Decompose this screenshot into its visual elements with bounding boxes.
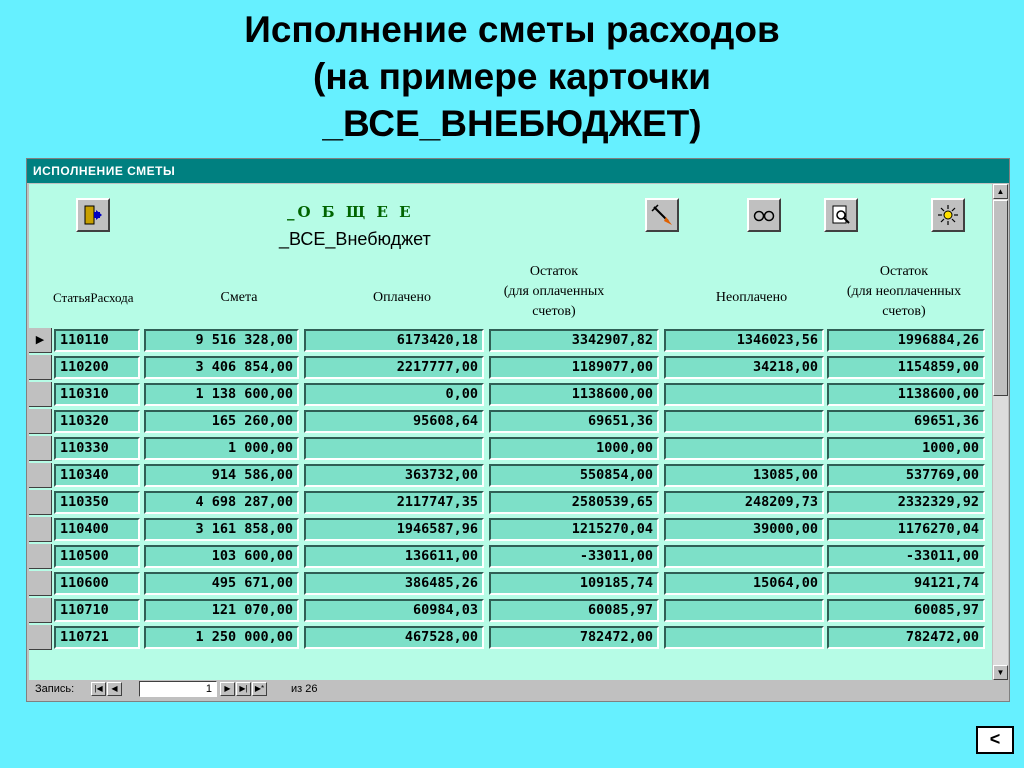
unpaid-cell[interactable] bbox=[664, 599, 824, 622]
remainder-unpaid-cell[interactable]: 1138600,00 bbox=[827, 383, 985, 406]
form-window bbox=[26, 158, 1010, 702]
estimate-cell[interactable]: 1 000,00 bbox=[144, 437, 299, 460]
paid-cell[interactable]: 6173420,18 bbox=[304, 329, 484, 352]
row-selector[interactable] bbox=[29, 625, 52, 650]
remainder-unpaid-cell[interactable]: 1154859,00 bbox=[827, 356, 985, 379]
row-selector[interactable] bbox=[29, 355, 52, 380]
remainder-paid-cell[interactable]: 3342907,82 bbox=[489, 329, 659, 352]
record-label: Запись: bbox=[35, 683, 75, 695]
paid-cell[interactable]: 0,00 bbox=[304, 383, 484, 406]
estimate-cell[interactable]: 9 516 328,00 bbox=[144, 329, 299, 352]
paid-cell[interactable]: 60984,03 bbox=[304, 599, 484, 622]
article-cell[interactable]: 110500 bbox=[54, 545, 140, 568]
glasses-icon bbox=[752, 207, 776, 223]
unpaid-cell[interactable] bbox=[664, 410, 824, 433]
estimate-cell[interactable]: 3 161 858,00 bbox=[144, 518, 299, 541]
estimate-cell[interactable]: 1 138 600,00 bbox=[144, 383, 299, 406]
edit-button[interactable] bbox=[645, 198, 679, 232]
pen-icon bbox=[650, 203, 674, 227]
table-row[interactable] bbox=[29, 463, 992, 488]
table-row[interactable] bbox=[29, 382, 992, 407]
estimate-cell[interactable]: 121 070,00 bbox=[144, 599, 299, 622]
unpaid-cell[interactable] bbox=[664, 545, 824, 568]
scroll-thumb[interactable] bbox=[993, 200, 1008, 396]
column-header-remainder-paid: Остаток (для оплаченных счетов) bbox=[503, 264, 605, 319]
view-button[interactable] bbox=[747, 198, 781, 232]
column-header-article: СтатьяРасхода bbox=[53, 290, 134, 305]
exit-door-icon bbox=[82, 204, 104, 226]
estimate-cell[interactable]: 914 586,00 bbox=[144, 464, 299, 487]
estimate-cell[interactable]: 1 250 000,00 bbox=[144, 626, 299, 649]
slide-title bbox=[0, 6, 1024, 147]
paid-cell[interactable]: 95608,64 bbox=[304, 410, 484, 433]
scroll-down-icon[interactable]: ▼ bbox=[993, 665, 1008, 680]
vertical-scrollbar[interactable] bbox=[993, 184, 1008, 680]
remainder-paid-cell[interactable]: 69651,36 bbox=[489, 410, 659, 433]
remainder-paid-cell[interactable]: 1000,00 bbox=[489, 437, 659, 460]
table-row[interactable] bbox=[29, 517, 992, 542]
estimate-cell[interactable]: 495 671,00 bbox=[144, 572, 299, 595]
print-preview-button[interactable] bbox=[824, 198, 858, 232]
unpaid-cell[interactable] bbox=[664, 383, 824, 406]
exit-button[interactable] bbox=[76, 198, 110, 232]
row-selector[interactable] bbox=[29, 382, 52, 407]
remainder-unpaid-cell[interactable]: -33011,00 bbox=[827, 545, 985, 568]
unpaid-cell[interactable]: 34218,00 bbox=[664, 356, 824, 379]
remainder-paid-cell[interactable]: 1138600,00 bbox=[489, 383, 659, 406]
row-selector[interactable] bbox=[29, 490, 52, 515]
card-name: _ВСЕ_Внебюджет bbox=[279, 229, 431, 249]
estimate-cell[interactable]: 4 698 287,00 bbox=[144, 491, 299, 514]
prev-record-icon[interactable]: ◀ bbox=[107, 682, 122, 696]
window-title: ИСПОЛНЕНИЕ СМЕТЫ bbox=[27, 159, 1009, 183]
table-row[interactable] bbox=[29, 544, 992, 569]
record-number-input[interactable]: 1 bbox=[139, 681, 217, 697]
row-selector[interactable] bbox=[29, 544, 52, 569]
unpaid-cell[interactable]: 248209,73 bbox=[664, 491, 824, 514]
row-selector[interactable] bbox=[29, 463, 52, 488]
paid-cell[interactable] bbox=[304, 437, 484, 460]
table-row[interactable] bbox=[29, 598, 992, 623]
paid-cell[interactable]: 363732,00 bbox=[304, 464, 484, 487]
remainder-paid-cell[interactable]: 109185,74 bbox=[489, 572, 659, 595]
article-cell[interactable]: 110721 bbox=[54, 626, 140, 649]
scroll-up-icon[interactable]: ▲ bbox=[993, 184, 1008, 199]
remainder-paid-cell[interactable]: 1189077,00 bbox=[489, 356, 659, 379]
group-header: _О Б Щ Е Е bbox=[287, 203, 414, 221]
remainder-unpaid-cell[interactable]: 1996884,26 bbox=[827, 329, 985, 352]
paid-cell[interactable]: 136611,00 bbox=[304, 545, 484, 568]
paid-cell[interactable]: 2217777,00 bbox=[304, 356, 484, 379]
unpaid-cell[interactable] bbox=[664, 626, 824, 649]
remainder-unpaid-cell[interactable]: 1000,00 bbox=[827, 437, 985, 460]
article-cell[interactable]: 110400 bbox=[54, 518, 140, 541]
article-cell[interactable]: 110330 bbox=[54, 437, 140, 460]
build-button[interactable] bbox=[931, 198, 965, 232]
unpaid-cell[interactable]: 1346023,56 bbox=[664, 329, 824, 352]
estimate-cell[interactable]: 165 260,00 bbox=[144, 410, 299, 433]
unpaid-cell[interactable]: 39000,00 bbox=[664, 518, 824, 541]
table-row[interactable] bbox=[29, 409, 992, 434]
table-row[interactable] bbox=[29, 355, 992, 380]
estimate-cell[interactable]: 3 406 854,00 bbox=[144, 356, 299, 379]
estimate-cell[interactable]: 103 600,00 bbox=[144, 545, 299, 568]
record-navigator bbox=[29, 680, 992, 699]
row-selector[interactable]: ▶ bbox=[29, 328, 52, 353]
row-selector[interactable] bbox=[29, 436, 52, 461]
slide-title-line: (на примере карточки bbox=[313, 56, 711, 97]
article-cell[interactable]: 110710 bbox=[54, 599, 140, 622]
column-header-estimate: Смета bbox=[220, 290, 258, 305]
remainder-unpaid-cell[interactable]: 60085,97 bbox=[827, 599, 985, 622]
paid-cell[interactable]: 2117747,35 bbox=[304, 491, 484, 514]
row-selector[interactable] bbox=[29, 571, 52, 596]
row-selector[interactable] bbox=[29, 598, 52, 623]
row-selector[interactable] bbox=[29, 409, 52, 434]
new-record-icon[interactable]: ▶* bbox=[252, 682, 267, 696]
article-cell[interactable]: 110350 bbox=[54, 491, 140, 514]
article-cell[interactable]: 110320 bbox=[54, 410, 140, 433]
remainder-paid-cell[interactable]: 2580539,65 bbox=[489, 491, 659, 514]
last-record-icon[interactable]: ▶| bbox=[236, 682, 251, 696]
remainder-paid-cell[interactable]: 782472,00 bbox=[489, 626, 659, 649]
record-count: из 26 bbox=[291, 683, 318, 695]
column-header-remainder-unpaid: Остаток (для неоплаченных счетов) bbox=[846, 264, 962, 319]
slide-title-line: _ВСЕ_ВНЕБЮДЖЕТ) bbox=[322, 103, 702, 144]
column-header-paid: Оплачено bbox=[373, 290, 431, 305]
sun-icon bbox=[937, 204, 959, 226]
paid-cell[interactable]: 467528,00 bbox=[304, 626, 484, 649]
first-record-icon[interactable]: |◀ bbox=[91, 682, 106, 696]
remainder-unpaid-cell[interactable]: 1176270,04 bbox=[827, 518, 985, 541]
remainder-unpaid-cell[interactable]: 782472,00 bbox=[827, 626, 985, 649]
paid-cell[interactable]: 1946587,96 bbox=[304, 518, 484, 541]
column-header-unpaid: Неоплачено bbox=[715, 290, 788, 305]
next-record-icon[interactable]: ▶ bbox=[220, 682, 235, 696]
form-body bbox=[29, 184, 992, 680]
remainder-unpaid-cell[interactable]: 69651,36 bbox=[827, 410, 985, 433]
table-row[interactable] bbox=[29, 625, 992, 650]
remainder-unpaid-cell[interactable]: 94121,74 bbox=[827, 572, 985, 595]
remainder-paid-cell[interactable]: 1215270,04 bbox=[489, 518, 659, 541]
unpaid-cell[interactable]: 15064,00 bbox=[664, 572, 824, 595]
article-cell[interactable]: 110310 bbox=[54, 383, 140, 406]
remainder-unpaid-cell[interactable]: 537769,00 bbox=[827, 464, 985, 487]
table-row[interactable] bbox=[29, 328, 992, 353]
back-button[interactable]: < bbox=[976, 726, 1014, 754]
table-row[interactable] bbox=[29, 571, 992, 596]
unpaid-cell[interactable] bbox=[664, 437, 824, 460]
remainder-paid-cell[interactable]: 550854,00 bbox=[489, 464, 659, 487]
row-selector[interactable] bbox=[29, 517, 52, 542]
remainder-unpaid-cell[interactable]: 2332329,92 bbox=[827, 491, 985, 514]
remainder-paid-cell[interactable]: -33011,00 bbox=[489, 545, 659, 568]
article-cell[interactable]: 110600 bbox=[54, 572, 140, 595]
article-cell[interactable]: 110340 bbox=[54, 464, 140, 487]
print-preview-icon bbox=[830, 204, 852, 226]
unpaid-cell[interactable]: 13085,00 bbox=[664, 464, 824, 487]
slide-title-line: Исполнение сметы расходов bbox=[244, 9, 780, 50]
article-cell[interactable]: 110200 bbox=[54, 356, 140, 379]
table-row[interactable] bbox=[29, 436, 992, 461]
table-row[interactable] bbox=[29, 490, 992, 515]
paid-cell[interactable]: 386485,26 bbox=[304, 572, 484, 595]
article-cell[interactable]: 110110 bbox=[54, 329, 140, 352]
remainder-paid-cell[interactable]: 60085,97 bbox=[489, 599, 659, 622]
